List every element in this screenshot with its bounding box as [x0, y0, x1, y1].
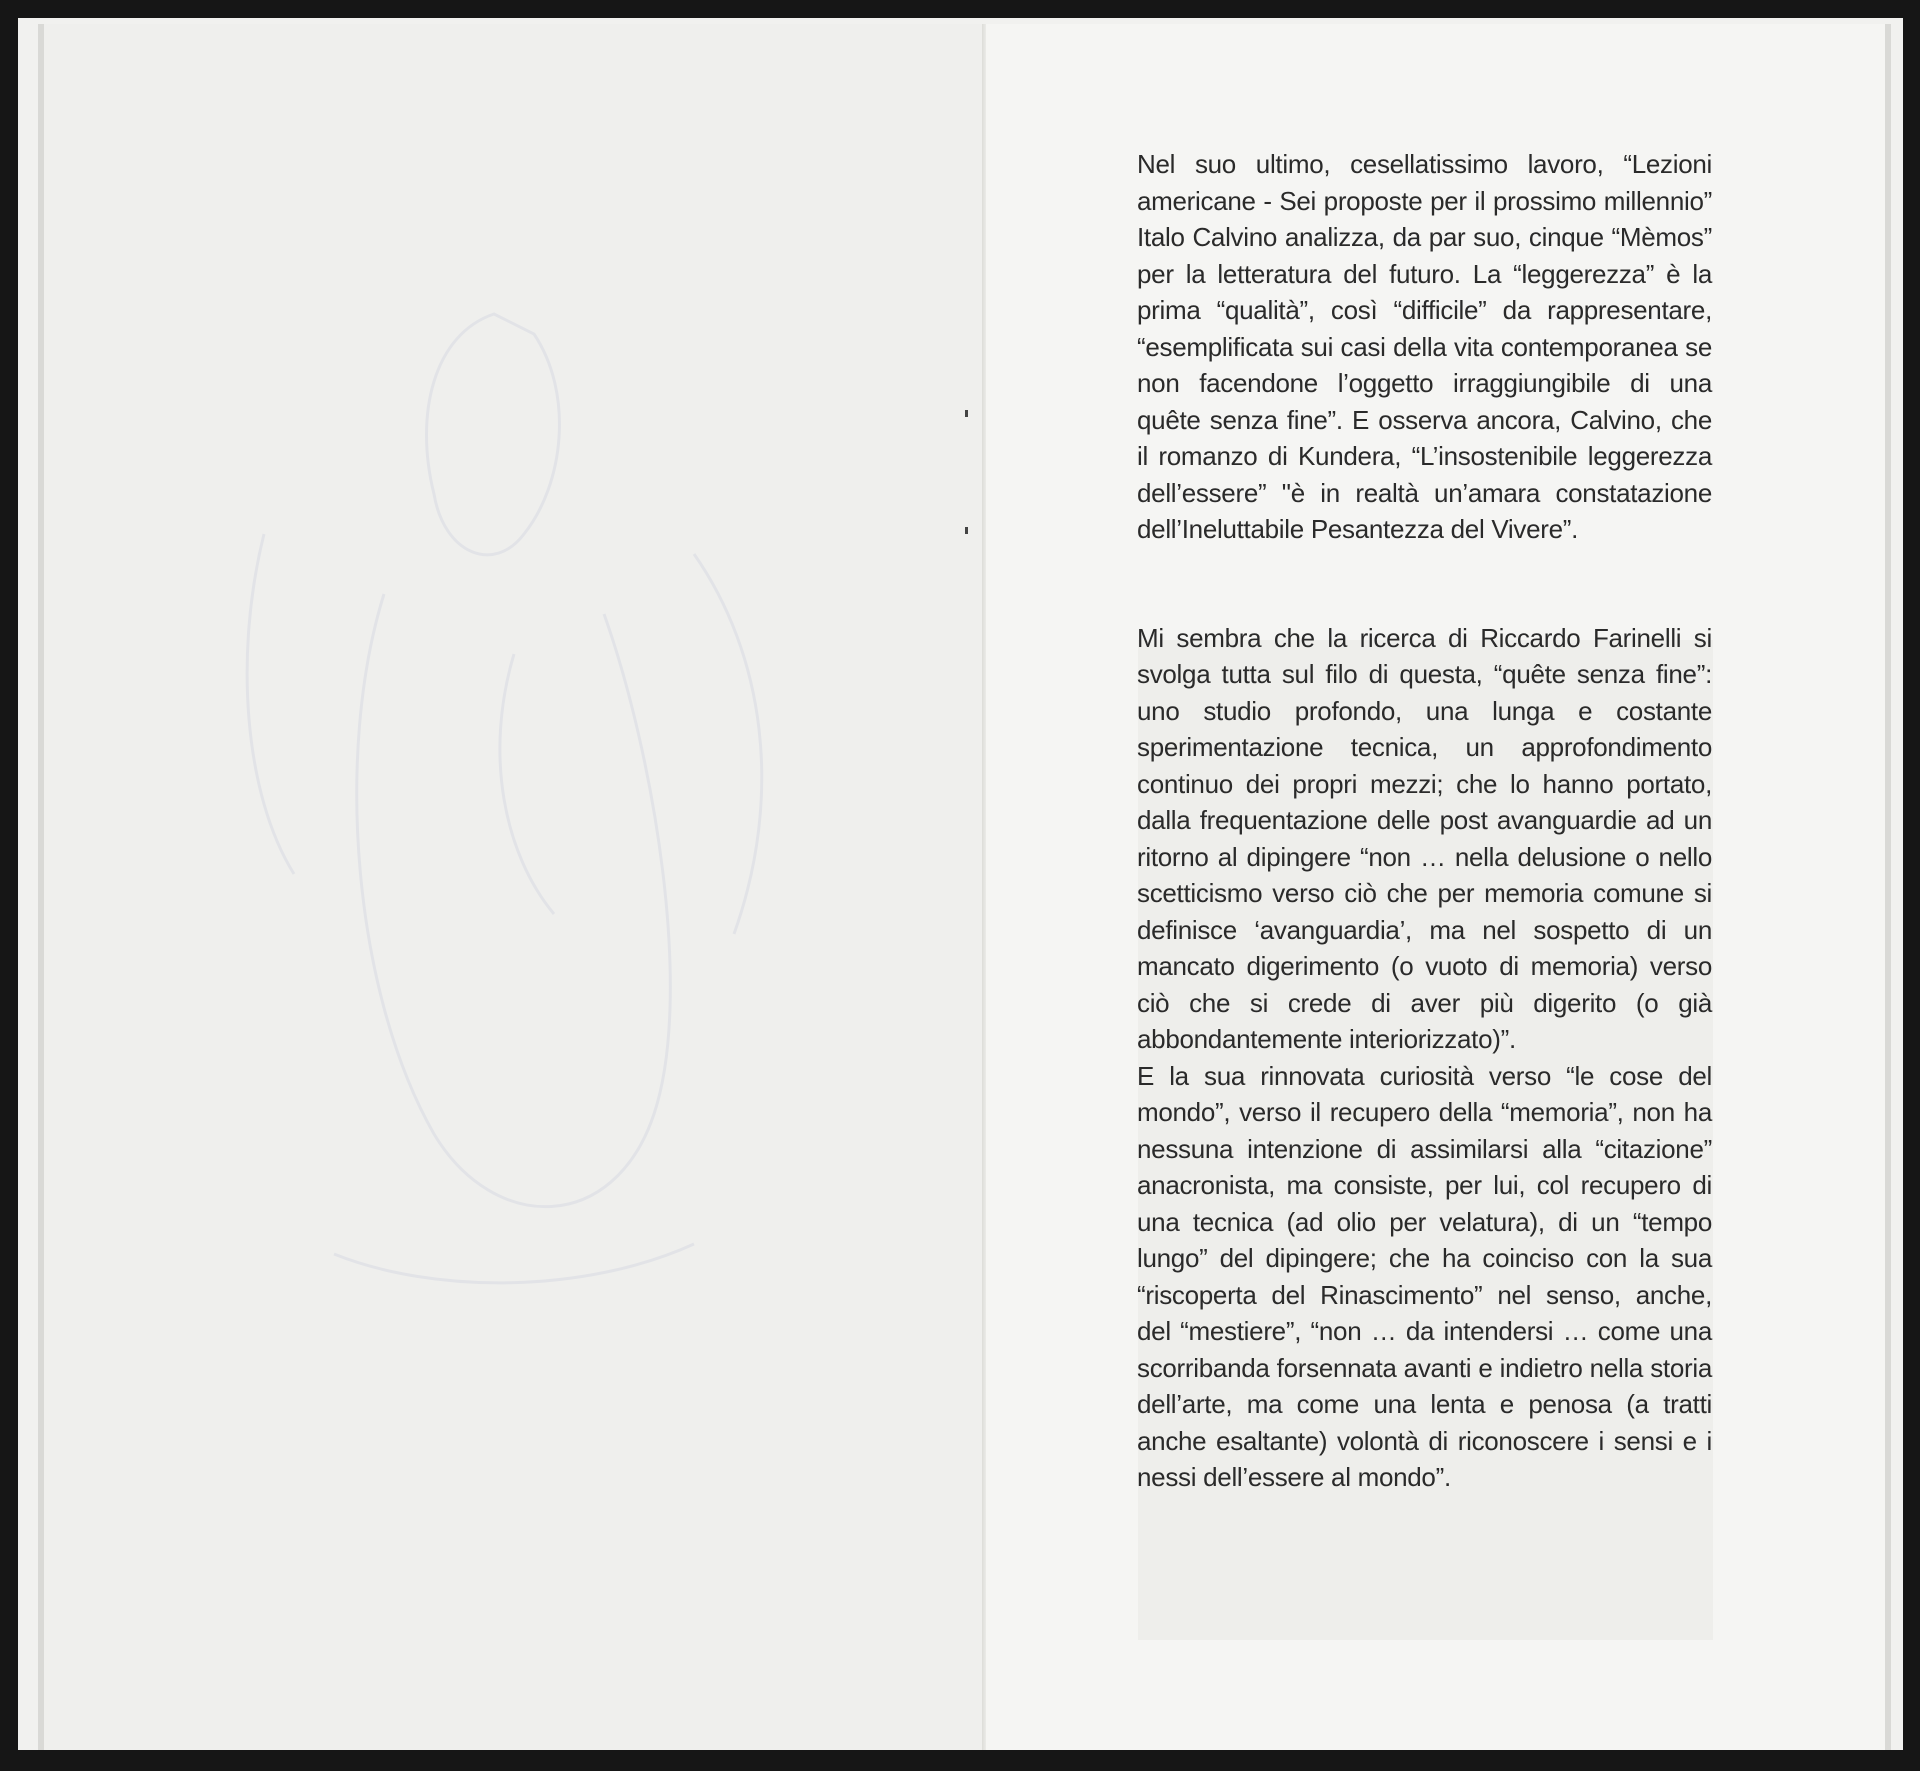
left-page	[38, 24, 983, 1750]
faint-figure-drawing	[134, 234, 894, 1534]
paragraph-2: Mi sembra che la ricerca di Riccardo Farinelli si svolga tutta sul filo di questa, “quête senza fine”: uno studio profondo, una lunga e costante sperimentazione tecnica, un approfondimento continuo dei propri mezzi; che lo hanno portato, dalla frequentazione delle post avanguardie ad un ritorno al dipingere “non … nella delusione o nello scetticismo verso ciò che per memoria comune si definisce ‘avanguardia’, ma nel sospetto di un mancato digerimento (o vuoto di memoria) verso ciò che si crede di aver più digerito (o già abbondantemente interiorizzato)”.	[1137, 622, 1712, 1054]
paragraph-1: Nel suo ultimo, cesellatissimo lavoro, “Lezioni americane - Sei proposte per il prossimo millennio” Italo Calvino analizza, da par suo, cinque “Mèmos” per la letteratura del futuro. La “leggerezza” è la prima “qualità”, così “difficile” da rappresentare, “esemplificata sui casi della vita contemporanea se non facendone l’oggetto irraggiungibile di una quête senza fine”. E osserva ancora, Calvino, che il romanzo di Kundera, “L’insostenibile leggerezza dell’essere” "è in realtà un’amara constatazione dell’Ineluttabile Pesantezza del Vivere”.	[1137, 149, 1712, 544]
stitch-marks	[965, 410, 969, 644]
essay-text	[1137, 146, 1712, 1496]
stitch-mark	[965, 410, 968, 417]
paragraph-3: E la sua rinnovata curiosità verso “le cose del mondo”, verso il recupero della “memoria”, non ha nessuna intenzione di assimilarsi alla “citazione” anacronista, ma consiste, per lui, col recupero di una tecnica (ad olio per velatura), di un “tempo lungo” del dipingere; che ha coinciso con la sua “riscoperta del Rinascimento” nel senso, anche, del “mestiere”, “non … da intendersi … come una scorribanda forsennata avanti e indietro nella storia dell’arte, ma come una lenta e penosa (a tratti anche esaltante) volontà di riconoscere i sensi e i nessi dell’essere al mondo”.	[1137, 1060, 1712, 1492]
stitch-mark	[965, 527, 968, 534]
